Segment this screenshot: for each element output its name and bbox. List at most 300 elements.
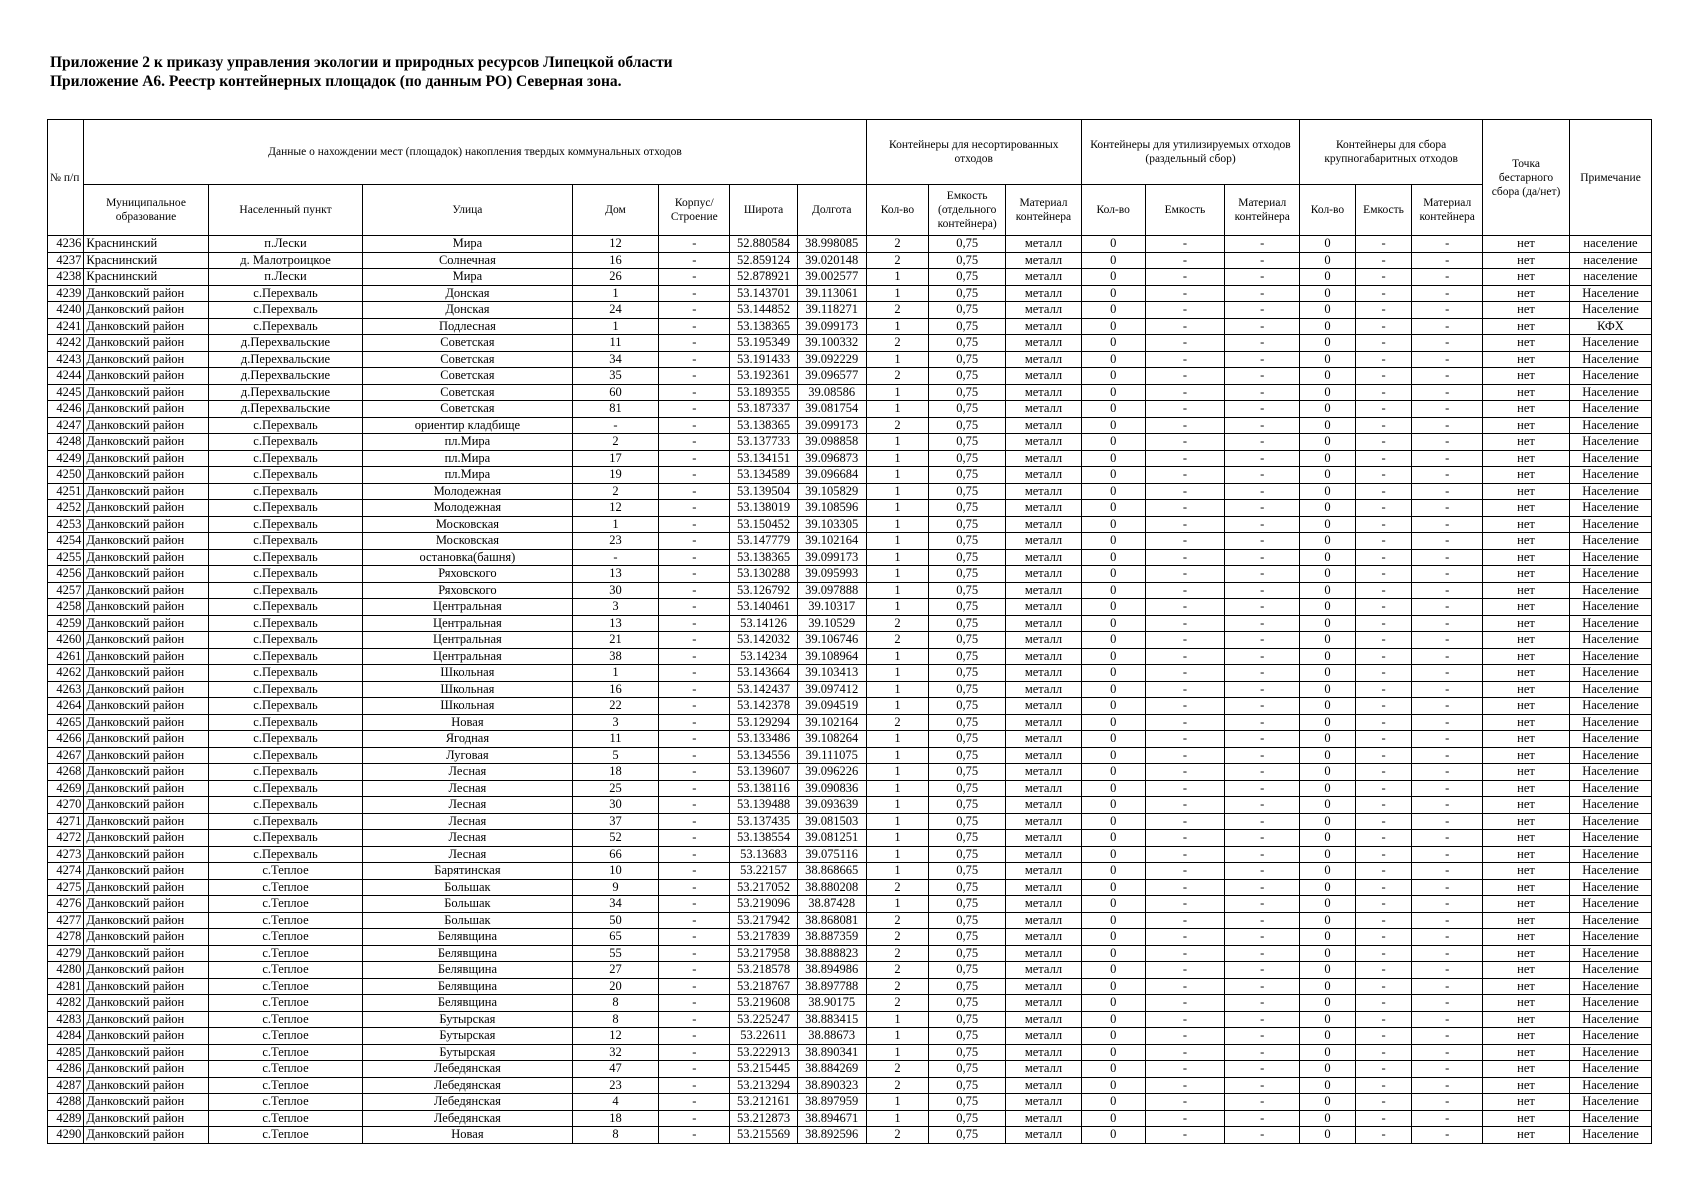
- cell-unsorted-count: 1: [866, 384, 929, 401]
- cell-separate-material: -: [1225, 1094, 1300, 1111]
- cell-building: -: [659, 731, 730, 748]
- cell-separate-count: 0: [1081, 830, 1145, 847]
- cell-bulky-capacity: -: [1355, 714, 1412, 731]
- cell-bulky-capacity: -: [1355, 599, 1412, 616]
- title-line-2: Приложение А6. Реестр контейнерных площадок (по данным РО) Северная зона.: [50, 73, 622, 90]
- cell-unsorted-count: 1: [866, 467, 929, 484]
- cell-separate-capacity: -: [1145, 302, 1225, 319]
- cell-longitude: 39.108964: [797, 648, 866, 665]
- cell-bulky-capacity: -: [1355, 368, 1412, 385]
- cell-unsorted-capacity: 0,75: [929, 566, 1006, 583]
- cell-unsorted-count: 2: [866, 615, 929, 632]
- cell-latitude: 53.130288: [730, 566, 798, 583]
- cell-unsorted-material: металл: [1006, 995, 1082, 1012]
- cell-separate-capacity: -: [1145, 500, 1225, 517]
- cell-note: Население: [1569, 1094, 1651, 1111]
- cell-bulky-count: 0: [1300, 962, 1356, 979]
- cell-house: 12: [572, 500, 659, 517]
- cell-settlement: с.Теплое: [208, 912, 363, 929]
- cell-separate-material: -: [1225, 417, 1300, 434]
- cell-longitude: 38.890341: [797, 1044, 866, 1061]
- cell-longitude: 39.113061: [797, 285, 866, 302]
- cell-separate-count: 0: [1081, 269, 1145, 286]
- cell-bagless: нет: [1483, 698, 1570, 715]
- cell-number: 4281: [48, 978, 84, 995]
- cell-street: Центральная: [363, 648, 572, 665]
- cell-note: КФХ: [1569, 318, 1651, 335]
- cell-bagless: нет: [1483, 335, 1570, 352]
- cell-separate-count: 0: [1081, 483, 1145, 500]
- cell-separate-count: 0: [1081, 615, 1145, 632]
- cell-separate-count: 0: [1081, 533, 1145, 550]
- cell-unsorted-material: металл: [1006, 1110, 1082, 1127]
- table-row: [48, 714, 1652, 731]
- cell-number: 4271: [48, 813, 84, 830]
- cell-latitude: 53.142378: [730, 698, 798, 715]
- table-row: [48, 780, 1652, 797]
- col-header-bagless: Точка бестарного сбора (да/нет): [1483, 120, 1570, 236]
- cell-municipality: Данковский район: [84, 500, 208, 517]
- cell-municipality: Данковский район: [84, 780, 208, 797]
- cell-unsorted-count: 1: [866, 1110, 929, 1127]
- cell-bulky-count: 0: [1300, 747, 1356, 764]
- cell-bulky-capacity: -: [1355, 335, 1412, 352]
- cell-settlement: д. Малотроицкое: [208, 252, 363, 269]
- cell-unsorted-count: 1: [866, 797, 929, 814]
- cell-unsorted-count: 1: [866, 483, 929, 500]
- cell-unsorted-count: 1: [866, 1044, 929, 1061]
- cell-house: 26: [572, 269, 659, 286]
- cell-separate-capacity: -: [1145, 1028, 1225, 1045]
- cell-note: Население: [1569, 995, 1651, 1012]
- cell-settlement: с.Перехваль: [208, 813, 363, 830]
- cell-house: 2: [572, 483, 659, 500]
- cell-street: пл.Мира: [363, 434, 572, 451]
- cell-longitude: 39.075116: [797, 846, 866, 863]
- cell-house: 10: [572, 863, 659, 880]
- cell-number: 4269: [48, 780, 84, 797]
- cell-unsorted-capacity: 0,75: [929, 846, 1006, 863]
- cell-separate-count: 0: [1081, 896, 1145, 913]
- cell-house: 47: [572, 1061, 659, 1078]
- cell-municipality: Данковский район: [84, 879, 208, 896]
- cell-street: Солнечная: [363, 252, 572, 269]
- cell-unsorted-capacity: 0,75: [929, 549, 1006, 566]
- cell-settlement: с.Перехваль: [208, 599, 363, 616]
- cell-municipality: Данковский район: [84, 615, 208, 632]
- cell-street: остановка(башня): [363, 549, 572, 566]
- cell-municipality: Данковский район: [84, 681, 208, 698]
- cell-municipality: Данковский район: [84, 483, 208, 500]
- cell-separate-capacity: -: [1145, 483, 1225, 500]
- cell-settlement: с.Теплое: [208, 1028, 363, 1045]
- cell-bulky-material: -: [1412, 896, 1483, 913]
- cell-municipality: Данковский район: [84, 302, 208, 319]
- cell-municipality: Данковский район: [84, 1044, 208, 1061]
- cell-street: Лесная: [363, 780, 572, 797]
- cell-longitude: 39.108596: [797, 500, 866, 517]
- cell-separate-count: 0: [1081, 665, 1145, 682]
- cell-separate-material: -: [1225, 236, 1300, 253]
- cell-unsorted-count: 1: [866, 830, 929, 847]
- cell-unsorted-material: металл: [1006, 599, 1082, 616]
- cell-house: 25: [572, 780, 659, 797]
- cell-number: 4289: [48, 1110, 84, 1127]
- cell-note: Население: [1569, 945, 1651, 962]
- cell-unsorted-count: 2: [866, 995, 929, 1012]
- cell-street: Школьная: [363, 698, 572, 715]
- cell-building: -: [659, 830, 730, 847]
- cell-note: Население: [1569, 483, 1651, 500]
- cell-longitude: 39.002577: [797, 269, 866, 286]
- cell-settlement: с.Перехваль: [208, 582, 363, 599]
- cell-unsorted-capacity: 0,75: [929, 1044, 1006, 1061]
- cell-building: -: [659, 467, 730, 484]
- cell-latitude: 53.139488: [730, 797, 798, 814]
- cell-building: -: [659, 797, 730, 814]
- cell-separate-count: 0: [1081, 500, 1145, 517]
- cell-separate-capacity: -: [1145, 236, 1225, 253]
- cell-street: Белявщина: [363, 929, 572, 946]
- cell-note: Население: [1569, 615, 1651, 632]
- cell-note: Население: [1569, 830, 1651, 847]
- cell-separate-material: -: [1225, 566, 1300, 583]
- cell-separate-count: 0: [1081, 780, 1145, 797]
- cell-bagless: нет: [1483, 912, 1570, 929]
- cell-house: 81: [572, 401, 659, 418]
- col-header-municipality: Муниципальное образование: [84, 185, 208, 236]
- cell-longitude: 39.096873: [797, 450, 866, 467]
- cell-separate-capacity: -: [1145, 318, 1225, 335]
- cell-bulky-count: 0: [1300, 896, 1356, 913]
- cell-settlement: с.Теплое: [208, 1094, 363, 1111]
- cell-separate-material: -: [1225, 599, 1300, 616]
- cell-bulky-count: 0: [1300, 467, 1356, 484]
- cell-unsorted-capacity: 0,75: [929, 747, 1006, 764]
- cell-building: -: [659, 698, 730, 715]
- cell-separate-material: -: [1225, 1061, 1300, 1078]
- cell-separate-capacity: -: [1145, 335, 1225, 352]
- cell-note: Население: [1569, 302, 1651, 319]
- cell-note: Население: [1569, 714, 1651, 731]
- cell-separate-count: 0: [1081, 516, 1145, 533]
- cell-settlement: с.Теплое: [208, 1077, 363, 1094]
- cell-settlement: с.Перехваль: [208, 417, 363, 434]
- cell-municipality: Данковский район: [84, 830, 208, 847]
- cell-separate-capacity: -: [1145, 995, 1225, 1012]
- cell-separate-capacity: -: [1145, 978, 1225, 995]
- cell-unsorted-count: 1: [866, 516, 929, 533]
- cell-unsorted-capacity: 0,75: [929, 533, 1006, 550]
- table-row: [48, 945, 1652, 962]
- cell-unsorted-material: металл: [1006, 269, 1082, 286]
- cell-bulky-capacity: -: [1355, 417, 1412, 434]
- cell-separate-material: -: [1225, 698, 1300, 715]
- cell-house: 35: [572, 368, 659, 385]
- cell-bulky-capacity: -: [1355, 483, 1412, 500]
- table-row: [48, 648, 1652, 665]
- cell-longitude: 39.10529: [797, 615, 866, 632]
- table-row: [48, 500, 1652, 517]
- cell-municipality: Данковский район: [84, 714, 208, 731]
- cell-number: 4257: [48, 582, 84, 599]
- cell-number: 4274: [48, 863, 84, 880]
- cell-note: Население: [1569, 797, 1651, 814]
- cell-latitude: 53.14126: [730, 615, 798, 632]
- cell-separate-material: -: [1225, 813, 1300, 830]
- cell-latitude: 53.140461: [730, 599, 798, 616]
- cell-unsorted-material: металл: [1006, 483, 1082, 500]
- cell-separate-capacity: -: [1145, 731, 1225, 748]
- cell-unsorted-capacity: 0,75: [929, 302, 1006, 319]
- cell-note: Население: [1569, 401, 1651, 418]
- cell-note: Население: [1569, 467, 1651, 484]
- cell-house: 27: [572, 962, 659, 979]
- cell-number: 4262: [48, 665, 84, 682]
- cell-unsorted-capacity: 0,75: [929, 929, 1006, 946]
- cell-building: -: [659, 863, 730, 880]
- cell-latitude: 53.137733: [730, 434, 798, 451]
- cell-separate-capacity: -: [1145, 1127, 1225, 1144]
- cell-street: Барятинская: [363, 863, 572, 880]
- cell-separate-capacity: -: [1145, 384, 1225, 401]
- table-row: [48, 863, 1652, 880]
- cell-building: -: [659, 846, 730, 863]
- cell-house: -: [572, 549, 659, 566]
- cell-unsorted-count: 1: [866, 780, 929, 797]
- cell-unsorted-material: металл: [1006, 1094, 1082, 1111]
- cell-bagless: нет: [1483, 236, 1570, 253]
- cell-longitude: 39.081251: [797, 830, 866, 847]
- cell-number: 4239: [48, 285, 84, 302]
- cell-latitude: 53.212161: [730, 1094, 798, 1111]
- cell-separate-material: -: [1225, 1028, 1300, 1045]
- cell-unsorted-material: металл: [1006, 566, 1082, 583]
- cell-bagless: нет: [1483, 813, 1570, 830]
- col-header-unsorted-count: Кол-во: [866, 185, 929, 236]
- cell-number: 4255: [48, 549, 84, 566]
- cell-latitude: 53.195349: [730, 335, 798, 352]
- cell-number: 4272: [48, 830, 84, 847]
- cell-bulky-count: 0: [1300, 401, 1356, 418]
- cell-separate-capacity: -: [1145, 351, 1225, 368]
- cell-settlement: с.Теплое: [208, 1110, 363, 1127]
- cell-building: -: [659, 401, 730, 418]
- cell-bulky-count: 0: [1300, 533, 1356, 550]
- cell-building: -: [659, 582, 730, 599]
- cell-separate-capacity: -: [1145, 813, 1225, 830]
- cell-unsorted-capacity: 0,75: [929, 665, 1006, 682]
- cell-unsorted-count: 2: [866, 879, 929, 896]
- cell-bulky-capacity: -: [1355, 764, 1412, 781]
- cell-bulky-material: -: [1412, 236, 1483, 253]
- col-header-settlement: Населенный пункт: [208, 185, 363, 236]
- cell-unsorted-material: металл: [1006, 615, 1082, 632]
- cell-unsorted-material: металл: [1006, 417, 1082, 434]
- cell-separate-count: 0: [1081, 1011, 1145, 1028]
- cell-longitude: 39.111075: [797, 747, 866, 764]
- cell-separate-count: 0: [1081, 351, 1145, 368]
- cell-separate-material: -: [1225, 747, 1300, 764]
- cell-street: Новая: [363, 1127, 572, 1144]
- cell-number: 4276: [48, 896, 84, 913]
- cell-unsorted-capacity: 0,75: [929, 384, 1006, 401]
- cell-separate-material: -: [1225, 731, 1300, 748]
- cell-latitude: 53.217942: [730, 912, 798, 929]
- cell-bulky-capacity: -: [1355, 252, 1412, 269]
- cell-unsorted-capacity: 0,75: [929, 978, 1006, 995]
- cell-bulky-material: -: [1412, 1061, 1483, 1078]
- cell-longitude: 39.095993: [797, 566, 866, 583]
- cell-separate-material: -: [1225, 714, 1300, 731]
- cell-house: 52: [572, 830, 659, 847]
- cell-latitude: 53.133486: [730, 731, 798, 748]
- cell-bulky-capacity: -: [1355, 1077, 1412, 1094]
- cell-house: 13: [572, 615, 659, 632]
- cell-street: Лебедянская: [363, 1110, 572, 1127]
- cell-bagless: нет: [1483, 632, 1570, 649]
- cell-separate-count: 0: [1081, 747, 1145, 764]
- col-header-separate-count: Кол-во: [1081, 185, 1145, 236]
- cell-unsorted-capacity: 0,75: [929, 582, 1006, 599]
- cell-separate-material: -: [1225, 450, 1300, 467]
- cell-unsorted-material: металл: [1006, 797, 1082, 814]
- cell-municipality: Данковский район: [84, 747, 208, 764]
- cell-latitude: 53.129294: [730, 714, 798, 731]
- cell-unsorted-count: 2: [866, 945, 929, 962]
- cell-longitude: 38.90175: [797, 995, 866, 1012]
- cell-separate-material: -: [1225, 1044, 1300, 1061]
- cell-separate-count: 0: [1081, 335, 1145, 352]
- cell-street: Ягодная: [363, 731, 572, 748]
- cell-bulky-count: 0: [1300, 417, 1356, 434]
- cell-settlement: с.Перехваль: [208, 648, 363, 665]
- cell-bulky-material: -: [1412, 566, 1483, 583]
- cell-unsorted-material: металл: [1006, 401, 1082, 418]
- cell-building: -: [659, 236, 730, 253]
- cell-settlement: с.Перехваль: [208, 566, 363, 583]
- cell-bulky-capacity: -: [1355, 747, 1412, 764]
- cell-note: Население: [1569, 863, 1651, 880]
- table-row: [48, 252, 1652, 269]
- cell-building: -: [659, 615, 730, 632]
- cell-bulky-count: 0: [1300, 929, 1356, 946]
- cell-house: 20: [572, 978, 659, 995]
- table-row: [48, 434, 1652, 451]
- cell-unsorted-material: металл: [1006, 1061, 1082, 1078]
- cell-latitude: 52.880584: [730, 236, 798, 253]
- cell-house: 1: [572, 665, 659, 682]
- cell-latitude: 53.150452: [730, 516, 798, 533]
- cell-unsorted-count: 2: [866, 252, 929, 269]
- cell-unsorted-capacity: 0,75: [929, 714, 1006, 731]
- col-header-separate-material: Материал контейнера: [1225, 185, 1300, 236]
- cell-bulky-count: 0: [1300, 813, 1356, 830]
- cell-municipality: Данковский район: [84, 698, 208, 715]
- cell-number: 4244: [48, 368, 84, 385]
- cell-bulky-count: 0: [1300, 632, 1356, 649]
- cell-unsorted-material: металл: [1006, 500, 1082, 517]
- cell-municipality: Данковский район: [84, 582, 208, 599]
- cell-separate-count: 0: [1081, 401, 1145, 418]
- cell-separate-material: -: [1225, 962, 1300, 979]
- cell-bagless: нет: [1483, 681, 1570, 698]
- cell-bagless: нет: [1483, 1061, 1570, 1078]
- cell-unsorted-count: 1: [866, 648, 929, 665]
- cell-bulky-capacity: -: [1355, 929, 1412, 946]
- cell-bulky-material: -: [1412, 252, 1483, 269]
- cell-note: Население: [1569, 500, 1651, 517]
- cell-unsorted-count: 2: [866, 335, 929, 352]
- cell-latitude: 53.14234: [730, 648, 798, 665]
- cell-settlement: с.Перехваль: [208, 830, 363, 847]
- cell-settlement: с.Теплое: [208, 879, 363, 896]
- cell-settlement: с.Перехваль: [208, 698, 363, 715]
- cell-longitude: 39.081503: [797, 813, 866, 830]
- cell-unsorted-material: металл: [1006, 698, 1082, 715]
- cell-number: 4282: [48, 995, 84, 1012]
- table-row: [48, 632, 1652, 649]
- cell-municipality: Данковский район: [84, 368, 208, 385]
- cell-unsorted-count: 2: [866, 929, 929, 946]
- cell-note: Население: [1569, 780, 1651, 797]
- cell-street: Белявщина: [363, 995, 572, 1012]
- cell-separate-material: -: [1225, 500, 1300, 517]
- cell-bulky-capacity: -: [1355, 318, 1412, 335]
- cell-bulky-material: -: [1412, 945, 1483, 962]
- cell-settlement: с.Перехваль: [208, 483, 363, 500]
- cell-bulky-capacity: -: [1355, 731, 1412, 748]
- cell-note: Население: [1569, 929, 1651, 946]
- cell-latitude: 53.219096: [730, 896, 798, 913]
- cell-bulky-material: -: [1412, 863, 1483, 880]
- cell-separate-material: -: [1225, 1110, 1300, 1127]
- cell-bagless: нет: [1483, 863, 1570, 880]
- cell-note: Население: [1569, 648, 1651, 665]
- cell-street: Советская: [363, 368, 572, 385]
- cell-separate-capacity: -: [1145, 434, 1225, 451]
- table-row: [48, 615, 1652, 632]
- cell-separate-capacity: -: [1145, 846, 1225, 863]
- cell-latitude: 53.138365: [730, 549, 798, 566]
- cell-separate-count: 0: [1081, 813, 1145, 830]
- cell-house: 8: [572, 1127, 659, 1144]
- cell-unsorted-capacity: 0,75: [929, 483, 1006, 500]
- cell-bulky-count: 0: [1300, 1044, 1356, 1061]
- cell-street: Молодежная: [363, 483, 572, 500]
- cell-bulky-capacity: -: [1355, 797, 1412, 814]
- cell-bulky-material: -: [1412, 1044, 1483, 1061]
- cell-unsorted-count: 1: [866, 351, 929, 368]
- cell-separate-material: -: [1225, 434, 1300, 451]
- cell-latitude: 53.215569: [730, 1127, 798, 1144]
- cell-settlement: с.Перехваль: [208, 450, 363, 467]
- cell-bulky-material: -: [1412, 1077, 1483, 1094]
- cell-building: -: [659, 1110, 730, 1127]
- cell-longitude: 39.103413: [797, 665, 866, 682]
- cell-note: Население: [1569, 1127, 1651, 1144]
- cell-bagless: нет: [1483, 896, 1570, 913]
- cell-longitude: 39.099173: [797, 549, 866, 566]
- table-row: [48, 566, 1652, 583]
- cell-longitude: 39.105829: [797, 483, 866, 500]
- cell-house: 22: [572, 698, 659, 715]
- cell-number: 4252: [48, 500, 84, 517]
- cell-separate-count: 0: [1081, 549, 1145, 566]
- cell-note: Население: [1569, 533, 1651, 550]
- cell-note: Население: [1569, 912, 1651, 929]
- cell-bulky-material: -: [1412, 731, 1483, 748]
